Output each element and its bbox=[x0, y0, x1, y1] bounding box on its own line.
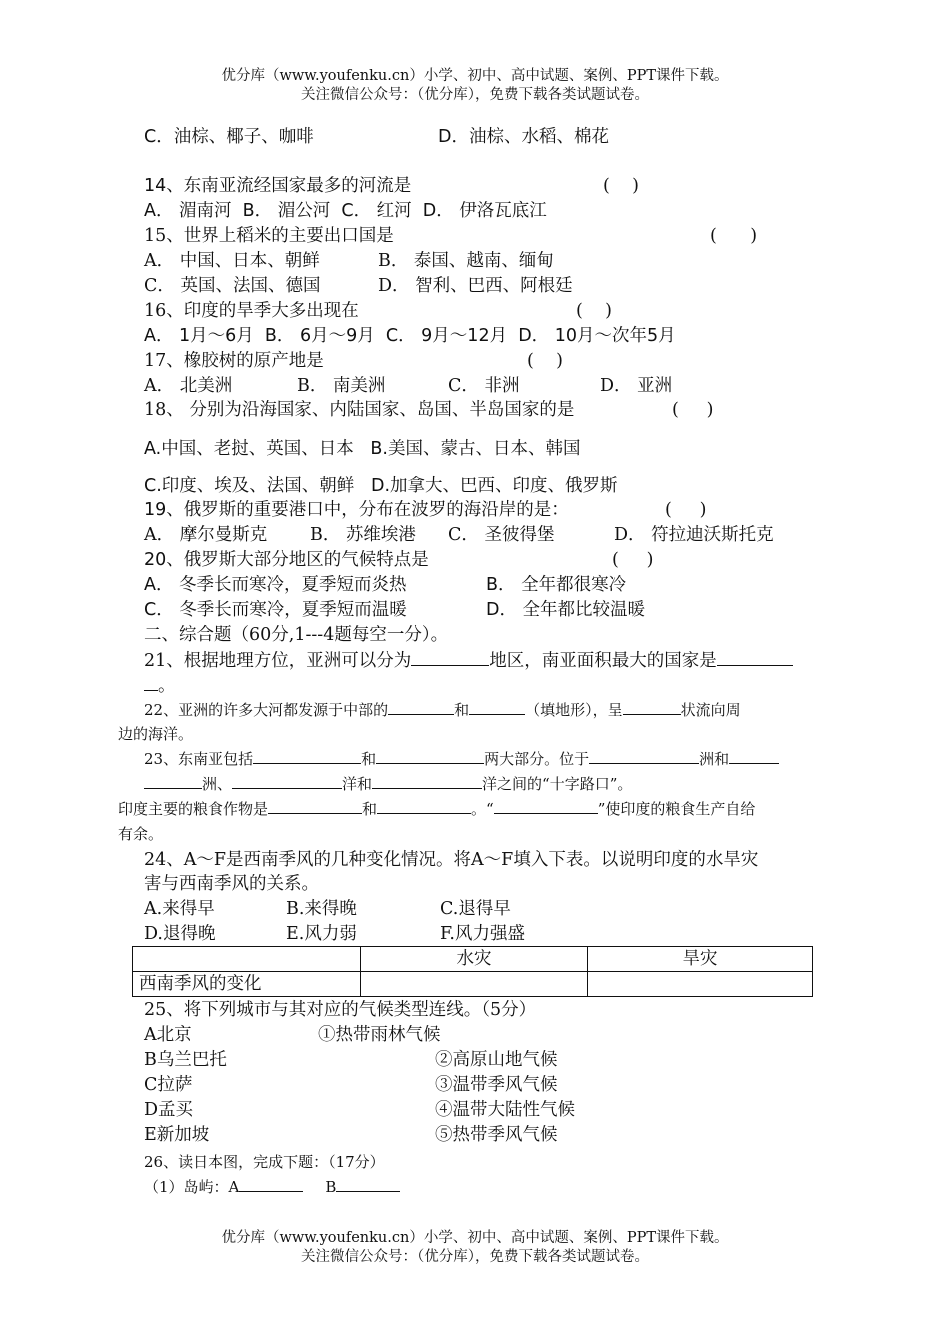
q22-blank-2[interactable] bbox=[469, 699, 525, 715]
q23-text-4: 洲、 bbox=[202, 775, 233, 793]
q25-climate-5: ⑤热带季风气候 bbox=[435, 1125, 558, 1145]
q23-blank-9[interactable] bbox=[494, 798, 598, 814]
q18-answer-paren: ( ) bbox=[672, 400, 714, 420]
q23-blank-3[interactable] bbox=[589, 748, 699, 764]
q25-climate-4: ④温带大陆性气候 bbox=[435, 1100, 575, 1120]
q23-blank-6[interactable] bbox=[372, 773, 482, 789]
q23-and: 和 bbox=[361, 750, 377, 768]
q24-option-c: C.退得早 bbox=[440, 899, 511, 919]
q23-blank-7[interactable] bbox=[268, 798, 362, 814]
q23-blank-8[interactable] bbox=[377, 798, 471, 814]
q24-line2: 害与西南季风的关系。 bbox=[144, 874, 319, 894]
q23-line1 bbox=[144, 747, 779, 771]
q21-line2 bbox=[144, 674, 176, 698]
q23-text-10: ”使印度的粮食生产自给 bbox=[597, 800, 756, 818]
q15-option-a: A． 中国、日本、朝鲜 bbox=[144, 251, 320, 271]
q17-option-a: A． 北美洲 bbox=[144, 376, 233, 396]
q20-option-a: A． 冬季长而寒冷，夏季短而炎热 bbox=[144, 575, 407, 595]
q21-text-2: 地区，南亚面积最大的国家是 bbox=[489, 651, 717, 671]
q23-blank-4[interactable] bbox=[729, 748, 779, 764]
q23-blank-4-cont[interactable] bbox=[144, 773, 202, 789]
q20-answer-paren: ( ) bbox=[612, 550, 654, 570]
q24-line1: 24、A～F是西南季风的几种变化情况。将A～F填入下表。以说明印度的水旱灾 bbox=[144, 850, 759, 870]
q22-text-2: （填地形），呈 bbox=[525, 701, 623, 719]
q17-option-b: B． 南美洲 bbox=[297, 376, 386, 396]
q25-climate-3: ③温带季风气候 bbox=[435, 1075, 558, 1095]
q16-answer-paren: ( ) bbox=[576, 301, 612, 321]
q22-line2: 边的海洋。 bbox=[118, 725, 194, 743]
page-footer-line1: 优分库（www.youfenku.cn）小学、初中、高中试题、案例、PPT课件下载。 bbox=[221, 1230, 729, 1246]
q14-answer-paren: ( ) bbox=[603, 176, 639, 196]
q15-option-d: D． 智利、巴西、阿根廷 bbox=[378, 276, 573, 296]
q23-text-7: 印度主要的粮食作物是 bbox=[118, 800, 269, 818]
table-corner-cell bbox=[133, 947, 361, 972]
table-row bbox=[133, 972, 813, 997]
q26-sub1-label-b: B bbox=[325, 1178, 337, 1196]
q21-text-1: 21、根据地理方位，亚洲可以分为 bbox=[144, 651, 412, 671]
q15-option-b: B． 泰国、越南、缅甸 bbox=[378, 251, 554, 271]
q14-stem: 14、东南亚流经国家最多的河流是 bbox=[144, 176, 412, 196]
q26-stem: 26、读日本图，完成下题：（17分） bbox=[144, 1153, 385, 1171]
q13-option-d: D．油棕、水稻、棉花 bbox=[438, 127, 609, 147]
table-cell-flood-answer[interactable] bbox=[361, 972, 588, 997]
q23-text-6: 洋之间的“十字路口”。 bbox=[482, 775, 633, 793]
q23-text-9: 。“ bbox=[471, 800, 494, 818]
q17-option-d: D． 亚洲 bbox=[600, 376, 673, 396]
q24-option-a: A.来得早 bbox=[144, 899, 215, 919]
q19-option-b: B． 苏维埃港 bbox=[310, 525, 416, 545]
table-header-row bbox=[133, 947, 813, 972]
q23-text-2: 两大部分。位于 bbox=[484, 750, 590, 768]
q25-city-e: E新加坡 bbox=[144, 1125, 210, 1145]
q22-blank-3[interactable] bbox=[623, 699, 681, 715]
q14-options: A． 湄南河 B． 湄公河 C． 红河 D． 伊洛瓦底江 bbox=[144, 201, 547, 221]
q22-text-1: 22、亚洲的许多大河都发源于中部的 bbox=[144, 701, 389, 719]
q20-option-c: C． 冬季长而寒冷，夏季短而温暖 bbox=[144, 600, 407, 620]
q21-blank-2[interactable] bbox=[717, 650, 793, 666]
q23-line2 bbox=[144, 772, 632, 796]
q18-options-cd: C.印度、埃及、法国、朝鲜 D.加拿大、巴西、印度、俄罗斯 bbox=[144, 476, 618, 496]
q25-city-a: A北京 bbox=[144, 1025, 192, 1045]
q22-and: 和 bbox=[454, 701, 470, 719]
q21-blank-1[interactable] bbox=[411, 650, 489, 666]
q21-end: 。 bbox=[158, 676, 176, 696]
page-header-line2: 关注微信公众号：（优分库），免费下载各类试题试卷。 bbox=[301, 87, 649, 103]
table-cell-drought-answer[interactable] bbox=[588, 972, 813, 997]
q23-text-5: 洋和 bbox=[342, 775, 373, 793]
q17-option-c: C． 非洲 bbox=[448, 376, 520, 396]
q19-option-c: C． 圣彼得堡 bbox=[448, 525, 555, 545]
q17-answer-paren: ( ) bbox=[527, 351, 563, 371]
q19-option-d: D． 符拉迪沃斯托克 bbox=[614, 525, 774, 545]
q15-option-c: C． 英国、法国、德国 bbox=[144, 276, 321, 296]
q21-line1 bbox=[144, 649, 793, 673]
q23-text-3: 洲和 bbox=[699, 750, 730, 768]
q23-line4: 有余。 bbox=[118, 825, 164, 843]
q18-stem: 18、 分别为沿海国家、内陆国家、岛国、半岛国家的是 bbox=[144, 400, 575, 420]
q25-climate-2: ②高原山地气候 bbox=[435, 1050, 558, 1070]
table-col-flood: 水灾 bbox=[361, 947, 588, 972]
q23-text-1: 23、东南亚包括 bbox=[144, 750, 254, 768]
q24-option-d: D.退得晚 bbox=[144, 924, 216, 944]
q20-option-b: B． 全年都很寒冷 bbox=[486, 575, 627, 595]
q23-text-8: 和 bbox=[362, 800, 378, 818]
q25-stem: 25、将下列城市与其对应的气候类型连线。（5分） bbox=[144, 1000, 537, 1020]
q17-stem: 17、橡胶树的原产地是 bbox=[144, 351, 324, 371]
q24-option-b: B.来得晚 bbox=[286, 899, 357, 919]
q24-option-e: E.风力弱 bbox=[286, 924, 357, 944]
q19-stem: 19、俄罗斯的重要港口中，分布在波罗的海沿岸的是： bbox=[144, 500, 569, 520]
q20-stem: 20、俄罗斯大部分地区的气候特点是 bbox=[144, 550, 429, 570]
q22-line1 bbox=[144, 698, 741, 722]
table-col-drought: 旱灾 bbox=[588, 947, 813, 972]
q15-answer-paren: ( ) bbox=[710, 226, 758, 246]
q21-blank-2-cont[interactable] bbox=[144, 675, 158, 691]
q16-stem: 16、印度的旱季大多出现在 bbox=[144, 301, 359, 321]
q19-option-a: A． 摩尔曼斯克 bbox=[144, 525, 268, 545]
q23-line3 bbox=[118, 797, 755, 821]
q25-climate-1: ①热带雨林气候 bbox=[318, 1025, 441, 1045]
q16-options: A． 1月～6月 B． 6月～9月 C． 9月～12月 D． 10月～次年5月 bbox=[144, 326, 676, 346]
section-2-heading: 二、综合题（60分,1---4题每空一分）。 bbox=[144, 625, 449, 645]
q22-blank-1[interactable] bbox=[388, 699, 454, 715]
q26-sub1-label-a: （1）岛屿：A bbox=[144, 1178, 240, 1196]
q26-blank-b[interactable] bbox=[336, 1176, 400, 1192]
q25-city-d: D孟买 bbox=[144, 1100, 194, 1120]
q23-blank-2[interactable] bbox=[376, 748, 484, 764]
q23-blank-1[interactable] bbox=[253, 748, 361, 764]
q18-options-ab: A.中国、老挝、英国、日本 B.美国、蒙古、日本、韩国 bbox=[144, 439, 581, 459]
q20-option-d: D． 全年都比较温暖 bbox=[486, 600, 646, 620]
q26-blank-a[interactable] bbox=[239, 1176, 303, 1192]
q24-answer-table bbox=[132, 946, 813, 997]
q19-answer-paren: ( ) bbox=[665, 500, 707, 520]
q15-stem: 15、世界上稻米的主要出口国是 bbox=[144, 226, 394, 246]
q13-option-c: C．油棕、椰子、咖啡 bbox=[144, 127, 314, 147]
page-footer-line2: 关注微信公众号：（优分库），免费下载各类试题试卷。 bbox=[301, 1249, 649, 1265]
q25-city-c: C拉萨 bbox=[144, 1075, 193, 1095]
q23-blank-5[interactable] bbox=[232, 773, 342, 789]
q26-sub1 bbox=[144, 1175, 400, 1199]
q25-city-b: B乌兰巴托 bbox=[144, 1050, 227, 1070]
table-row-label: 西南季风的变化 bbox=[133, 972, 361, 997]
q22-text-3: 状流向周 bbox=[680, 701, 741, 719]
page-header-line1: 优分库（www.youfenku.cn）小学、初中、高中试题、案例、PPT课件下载。 bbox=[221, 68, 729, 84]
q24-option-f: F.风力强盛 bbox=[440, 924, 525, 944]
